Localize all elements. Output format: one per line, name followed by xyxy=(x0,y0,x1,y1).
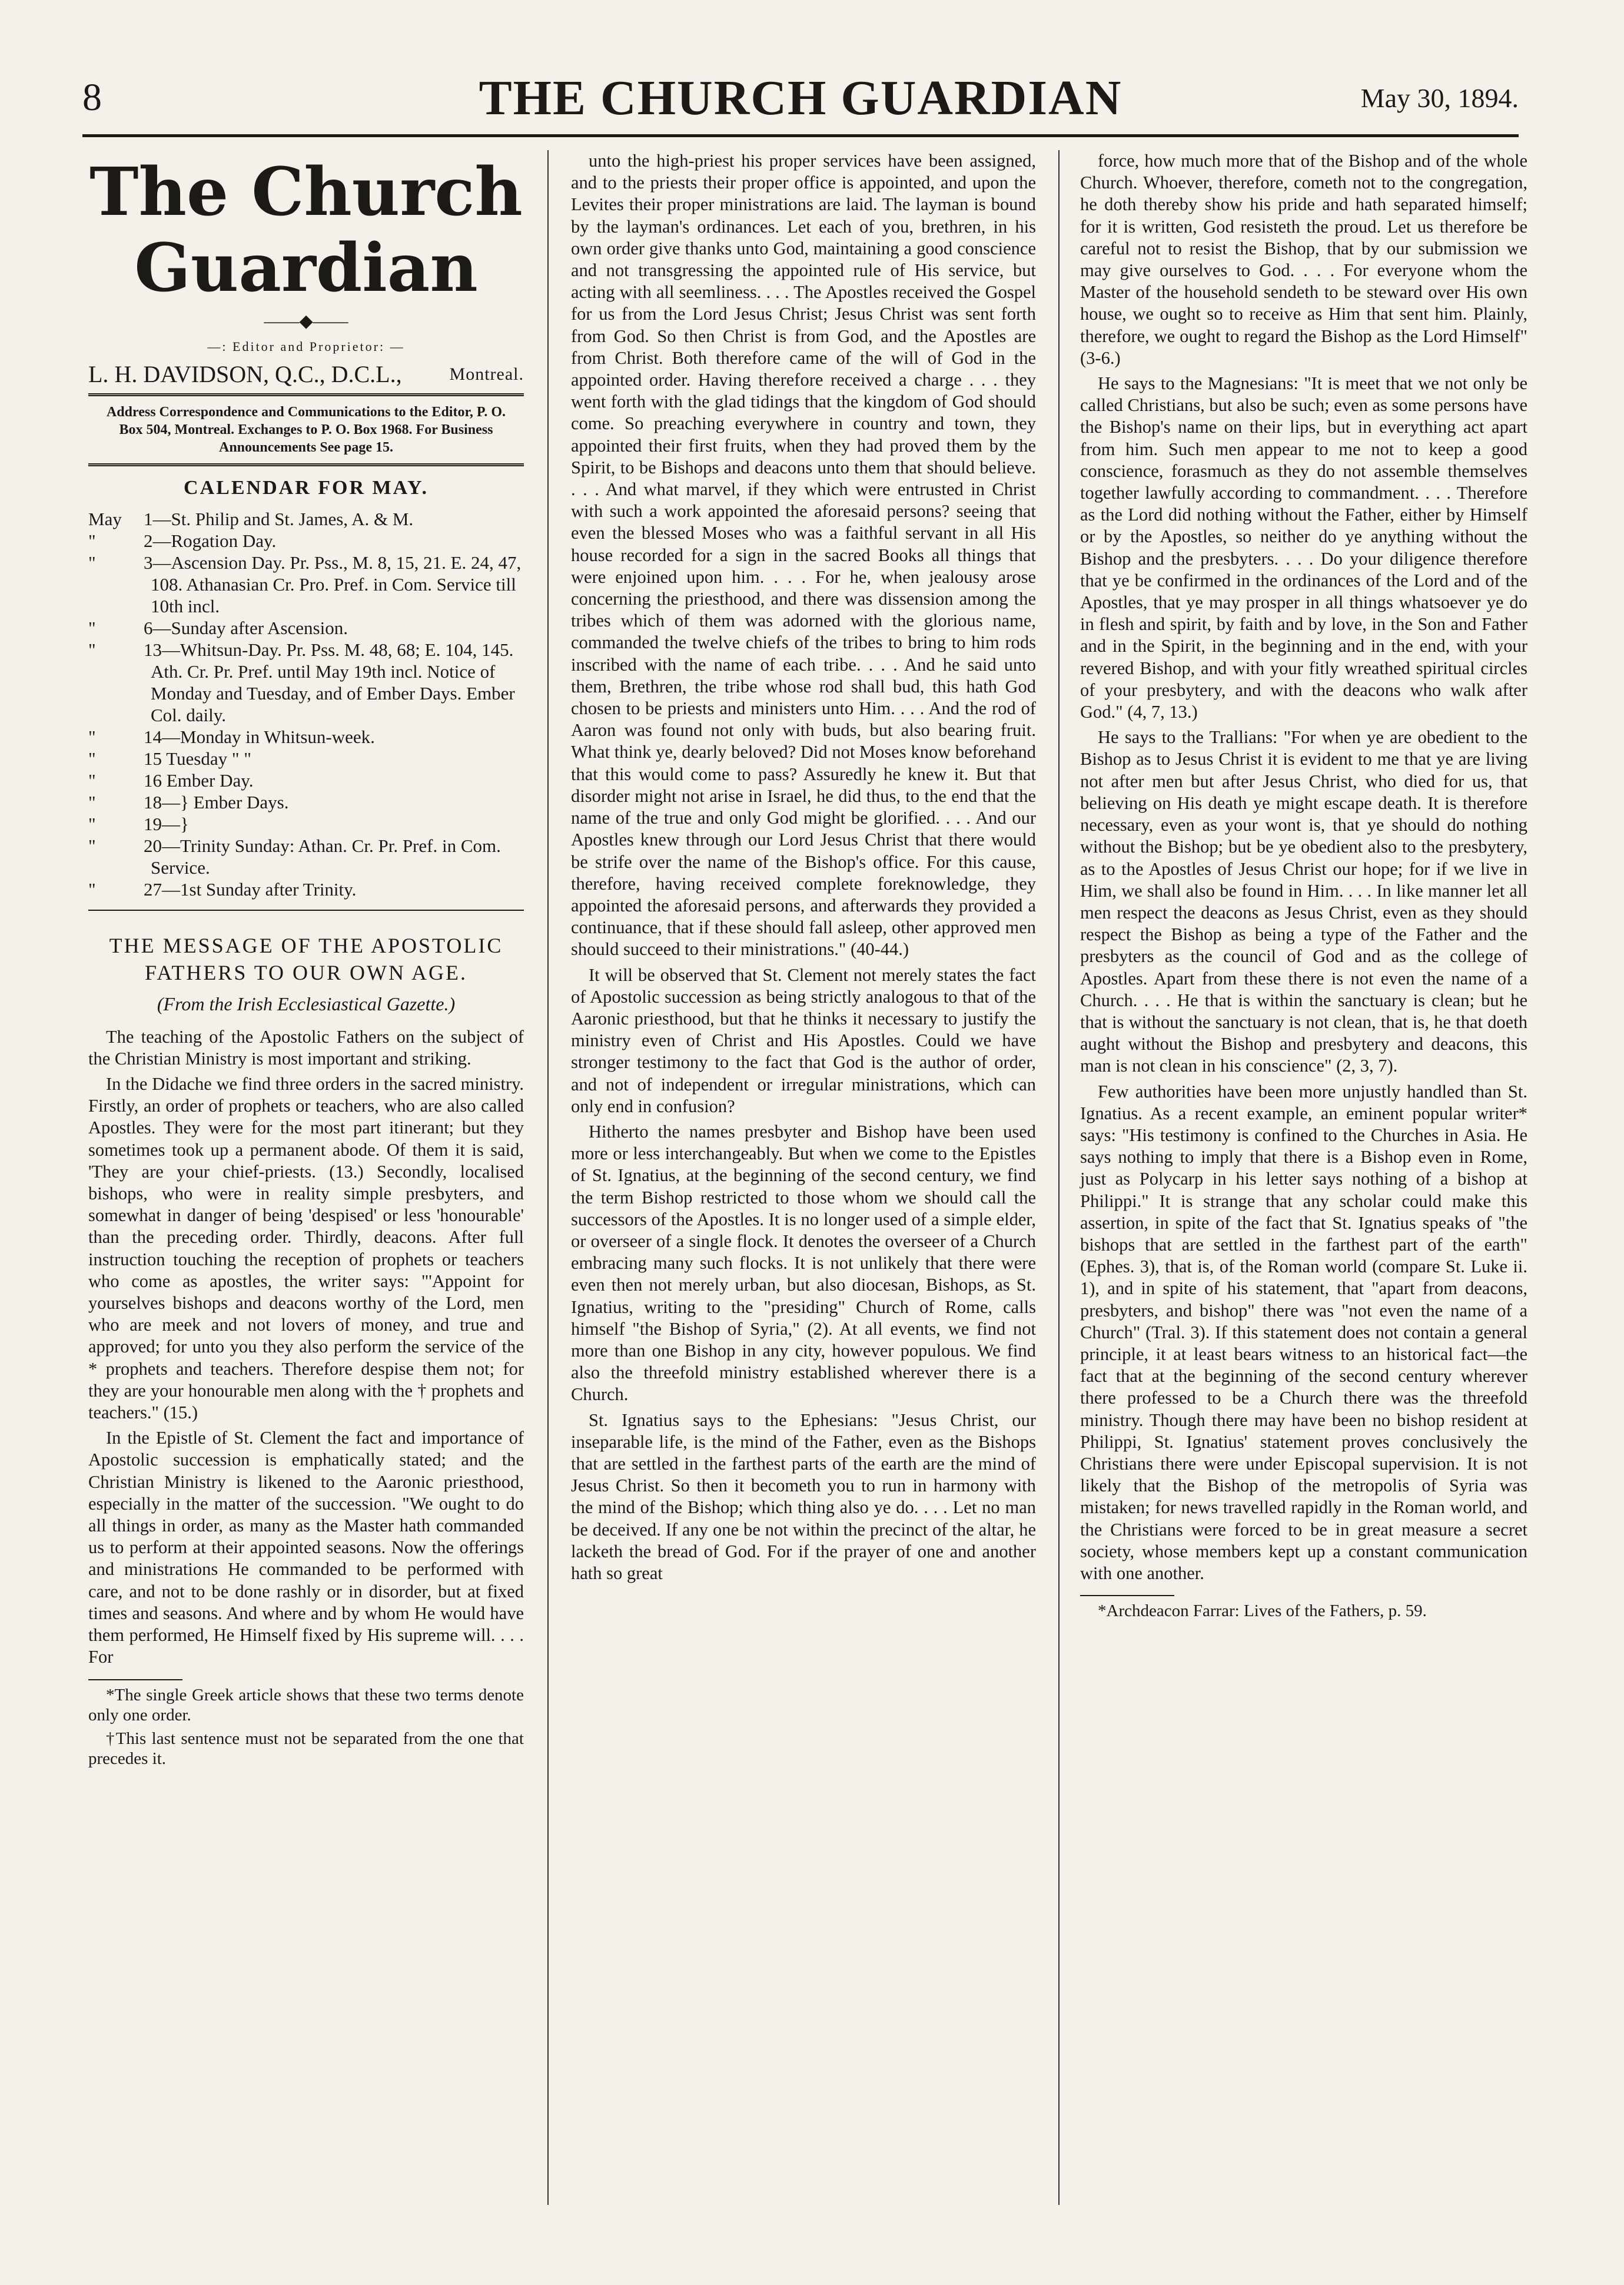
footnote-rule xyxy=(88,1679,182,1680)
article-body-col1 xyxy=(88,1026,524,1669)
column-3 xyxy=(1080,150,1527,1624)
calendar-text: 19—} xyxy=(144,814,189,835)
calendar-entry xyxy=(88,617,524,639)
calendar-text: 2—Rogation Day. xyxy=(144,530,277,552)
article-paragraph: It will be observed that St. Clement not merely states the fact of Apostolic succession as being strictly analogous to that of the Aaronic priesthood, but that he thinks it necessary to justify the ministry even of Christ and His Apostles. Could we have stronger testimony to the fact that God is the author of order, and not of independent or irregular ministrations, which can only end in confusion? xyxy=(571,964,1036,1116)
column-2 xyxy=(571,150,1036,1588)
calendar-month: " xyxy=(88,879,96,900)
calendar-month: " xyxy=(88,530,96,552)
divider xyxy=(88,463,524,466)
article-paragraph: Few authorities have been more unjustly handled than St. Ignatius. As a recent example, an eminent popular writer* says: "His testimony is confined to the Churches in Asia. He says nothing to imply that there is a Bishop even in Rome, just as Polycarp in his letter says nothing of a bishop at Philippi." It is strange that any scholar could make this assertion, in spite of the fact that St. Ignatius speaks of "the bishops that are settled in the farthest part of the earth" (Ephes. 3), that is, of the Roman world (compare St. Luke ii. 1), and in spite of his statement, that "apart from deacons, presbyters, and bishop" there was "not even the name of a Church" (Tral. 3). If this statement does not contain a general principle, it at least bears witness to an historical fact—the fact that at the beginning of the second century wherever there professed to be a Church there was the threefold ministry. Though there may have been no bishop resident at Philippi, St. Ignatius' statement proves conclusively the Christians there were under Episcopal supervision. It is not likely that the Bishop of the metropolis of Syria was mistaken; for news travelled rapidly in the Roman world, and the Christians were forced to be in great measure a secret society, whose members kept up a constant communication with one another. xyxy=(1080,1081,1527,1583)
calendar-text: 13—Whitsun-Day. Pr. Pss. M. 48, 68; E. 104, 145. Ath. Cr. Pr. Pref. until May 19th incl. Notice of Monday and Tuesday, and of Ember Days. Ember Col. daily. xyxy=(144,639,515,726)
calendar-text: 6—Sunday after Ascension. xyxy=(144,618,348,639)
editor-caption: —: Editor and Proprietor: — xyxy=(207,339,405,354)
article-paragraph: In the Epistle of St. Clement the fact and importance of Apostolic succession is emphatically stated; and the Christian Ministry is likened to the Aaronic priesthood, especially in the matter of the succession. "We ought to do all things in order, as many as the Master hath commanded us to perform at their appointed seasons. Now the offerings and ministrations He commanded to be performed with care, and not to be done rashly or in disorder, but at fixed times and seasons. And where and by whom He would have them performed, He Himself fixed by His supreme will. . . . For xyxy=(88,1428,524,1667)
divider xyxy=(88,910,524,911)
newspaper-title: THE CHURCH GUARDIAN xyxy=(479,71,1122,125)
calendar-entry xyxy=(88,878,524,900)
calendar-entry xyxy=(88,791,524,813)
calendar-month: " xyxy=(88,552,96,573)
column-1 xyxy=(88,150,524,1772)
article-paragraph: Hitherto the names presbyter and Bishop have been used more or less interchangeably. But when we come to the Epistles of St. Ignatius, at the beginning of the second century, we find the term Bishop restricted to those whom we should call the successors of the Apostles. It is no longer used of a simple elder, or overseer of a single flock. It denotes the overseer of a Church embracing many such flocks. It is not unlikely that there were even then not merely urban, but also diocesan, Bishops, as St. Ignatius, writing to the "presiding" Church of Rome, calls himself "the Bishop of Syria," (2). At all events, we find not more than one Bishop in any city, however populous. We find also the threefold ministry established wherever there is a Church. xyxy=(571,1121,1036,1405)
calendar-text: 1—St. Philip and St. James, A. & M. xyxy=(144,509,414,530)
footnote: *Archdeacon Farrar: Lives of the Fathers, p. 59. xyxy=(1098,1601,1427,1621)
calendar-entry xyxy=(88,813,524,835)
article-source: (From the Irish Ecclesiastical Gazette.) xyxy=(157,993,456,1015)
calendar-month: " xyxy=(88,770,96,791)
column-divider xyxy=(1058,150,1060,2205)
calendar-text: 18—} Ember Days. xyxy=(144,792,289,813)
issue-date: May 30, 1894. xyxy=(1360,83,1519,113)
calendar-text: 14—Monday in Whitsun-week. xyxy=(144,727,375,748)
editor-city: Montreal. xyxy=(449,364,524,384)
calendar-text: 3—Ascension Day. Pr. Pss., M. 8, 15, 21. E. 24, 47, 108. Athanasian Cr. Pro. Pref. in Com. Service till 10th incl. xyxy=(144,552,522,617)
calendar-entry xyxy=(88,530,524,552)
article-body-col3 xyxy=(1080,150,1527,1584)
article-paragraph: force, how much more that of the Bishop and of the whole Church. Whoever, therefore, cometh not to the congregation, he doth thereby show his pride and hath separated himself; for it is written, God resisteth the proud. Let us therefore be careful not to resist the Bishop, that by our submission we may give ourselves to God. . . . For everyone whom the Master of the household sendeth to be steward over His own house, we ought so to receive as Him that sent him. Plainly, therefore, we ought to regard the Bishop as the Lord Himself" (3-6.) xyxy=(1080,151,1527,368)
article-paragraph: The teaching of the Apostolic Fathers on the subject of the Christian Ministry is most important and striking. xyxy=(88,1026,524,1069)
article-paragraph: St. Ignatius says to the Ephesians: "Jesus Christ, our inseparable life, is the mind of the Father, even as the Bishops that are settled in the farthest parts of the earth are the mind of Jesus Christ. So then it becometh you to run in harmony with the mind of the Bishop; which thing also ye do. . . . Let no man be deceived. If any one be not within the precinct of the altar, he lacketh the bread of God. For if the prayer of one and another hath so great xyxy=(571,1410,1036,1583)
footnote-rule xyxy=(1080,1595,1174,1596)
calendar-entry xyxy=(88,748,524,770)
divider xyxy=(88,393,524,396)
footnote: †This last sentence must not be separated from the one that precedes it. xyxy=(88,1729,524,1768)
calendar-month: " xyxy=(88,748,96,770)
masthead-title: The Church Guardian xyxy=(89,154,523,307)
calendar-text: 16 Ember Day. xyxy=(144,770,254,791)
calendar-month: " xyxy=(88,618,96,639)
article-paragraph: He says to the Magnesians: "It is meet that we not only be called Christians, but also be such; even as some persons have the Bishop's name on their lips, but in everything act apart from him. Such men appear to me not to keep a good conscience, forasmuch as they do not assemble themselves together lawfully according to commandment. . . . Therefore as the Lord did nothing without the Father, either by Himself or by the Apostles, so neither do ye anything without the Bishop and the presbyters. . . . Do your diligence therefore that ye be confirmed in the ordinances of the Lord and of the Apostles, that ye may prosper in all things whatsoever ye do in flesh and spirit, by faith and by love, in the Son and Father and in the Spirit, in the beginning and in the end, with your revered Bishop, and with your fitly wreathed spiritual circles of your presbytery, and with the deacons who walk after God." (4, 7, 13.) xyxy=(1080,373,1527,722)
footnotes-col3 xyxy=(1080,1601,1527,1621)
address-notice: Address Correspondence and Communications to the Editor, P. O. Box 504, Montreal. Exchanges to P. O. Box 1968. For Business Announcements See page 15. xyxy=(106,404,506,456)
calendar-text: 27—1st Sunday after Trinity. xyxy=(144,879,357,900)
calendar-entry xyxy=(88,552,524,617)
article-paragraph: He says to the Trallians: "For when ye are obedient to the Bishop as to Jesus Christ it is evident to me that ye are living not after men but after Jesus Christ, who died for us, that believing on His death ye might escape death. It is therefore necessary, even as your wont is, that ye should do nothing without the Bishop; but be ye obedient also to the presbytery, as to the Apostles of Jesus Christ our hope; for if we live in Him, we shall also be found in Him. . . . In like manner let all men respect the deacons as Jesus Christ, even as they should respect the Bishop as being a type of the Father and the presbyters as the council of God and as the college of Apostles. Apart from these there is not even the name of a Church. . . . He that is within the sanctuary is clean; but he that is without the sanctuary is not clean, that is, he that doeth aught without the Bishop and presbytery and deacons, this man is not clean in his conscience" (2, 3, 7). xyxy=(1080,727,1527,1076)
page-header xyxy=(82,69,1519,137)
calendar-month: " xyxy=(88,639,96,661)
calendar-month: " xyxy=(88,835,96,857)
calendar-month: " xyxy=(88,727,96,748)
calendar-title: CALENDAR FOR MAY. xyxy=(184,477,429,499)
footnotes-col1 xyxy=(88,1685,524,1769)
page-number: 8 xyxy=(82,76,102,119)
calendar-entry xyxy=(88,508,524,530)
article-paragraph: unto the high-priest his proper services have been assigned, and to the priests their proper office is appointed, and upon the Levites their proper ministrations are laid. The layman is bound by the layman's ordinances. Let each of you, brethren, in his own order give thanks unto God, maintaining a good conscience and not transgressing the appointed rule of His service, but acting with all seemliness. . . . The Apostles received the Gospel for us from the Lord Jesus Christ; Jesus Christ was sent forth from God. So then Christ is from God, and the Apostles are from Christ. Both therefore came of the will of God in the appointed order. Having therefore received a charge . . . they went forth with the glad tidings that the kingdom of God should come. So preaching everywhere in country and town, they appointed their first fruits, when they had proved them by the Spirit, to be Bishops and deacons unto them that should believe. . . . And what marvel, if they which were entrusted in Christ with such a work appointed the aforesaid persons? seeing that even the blessed Moses who was a faithful servant in all His house recorded for a sign in the sacred Books all things that were enjoined upon him. . . . For he, when jealousy arose concerning the priesthood, and there was dissension among the tribes which of them was adorned with the glorious name, commanded the twelve chiefs of the tribes to bring to him rods inscribed with the name of each tribe. . . . And he said unto them, Brethren, the tribe whose rod shall bud, this hath God chosen to be priests and ministers unto Him. . . . And the rod of Aaron was found not only with buds, but also bearing fruit. What think ye, dearly beloved? Did not Moses know beforehand that this would come to pass? Assuredly he knew it. But that disorder might not arise in Israel, he did thus, to the end that the name of the true and only God might be glorified. . . . And our Apostles knew through our Lord Jesus Christ that there would be strife over the name of the Bishop's office. For this cause, therefore, having received complete foreknowledge, they appointed the aforesaid persons, and afterwards they provided a continuance, that if these should fall asleep, other approved men should succeed to their ministrations." (40-44.) xyxy=(571,151,1036,960)
ornament-divider: ——◆—— xyxy=(264,311,348,331)
calendar-entry xyxy=(88,770,524,791)
column-divider xyxy=(547,150,549,2205)
calendar-month: " xyxy=(88,792,96,813)
editor-name: L. H. DAVIDSON, Q.C., D.C.L., xyxy=(88,361,402,387)
editor-line xyxy=(88,363,524,385)
calendar-entry xyxy=(88,835,524,878)
calendar-list xyxy=(88,508,524,900)
article-paragraph: In the Didache we find three orders in the sacred ministry. Firstly, an order of prophets or teachers, who are also called Apostles. They were for the most part itinerant; but they sometimes took up a permanent abode. Of them it is said, 'They are your chief-priests. (13.) Secondly, localised bishops, who were in reality simple presbyters, and somewhat in danger of being 'despised' or less 'honourable' than the preceding order. Thirdly, deacons. After full instruction touching the reception of prophets or teachers who come as apostles, the writer says: "'Appoint for yourselves bishops and deacons worthy of the Lord, men who are meek and not lovers of money, and true and approved; for unto you they also perform the service of the * prophets and teachers. Therefore despise them not; for they are your honourable men along with the † prophets and teachers." (15.) xyxy=(88,1074,524,1423)
article-title: THE MESSAGE OF THE APOSTOLIC FATHERS TO OUR OWN AGE. xyxy=(109,934,503,985)
calendar-month: " xyxy=(88,814,96,835)
calendar-text: 15 Tuesday " " xyxy=(144,748,251,770)
calendar-month: May xyxy=(88,509,122,530)
calendar-entry xyxy=(88,639,524,726)
footnote: *The single Greek article shows that these two terms denote only one order. xyxy=(88,1685,524,1724)
calendar-text: 20—Trinity Sunday: Athan. Cr. Pr. Pref. in Com. Service. xyxy=(144,835,501,878)
article-body-col2 xyxy=(571,150,1036,1584)
calendar-entry xyxy=(88,726,524,748)
